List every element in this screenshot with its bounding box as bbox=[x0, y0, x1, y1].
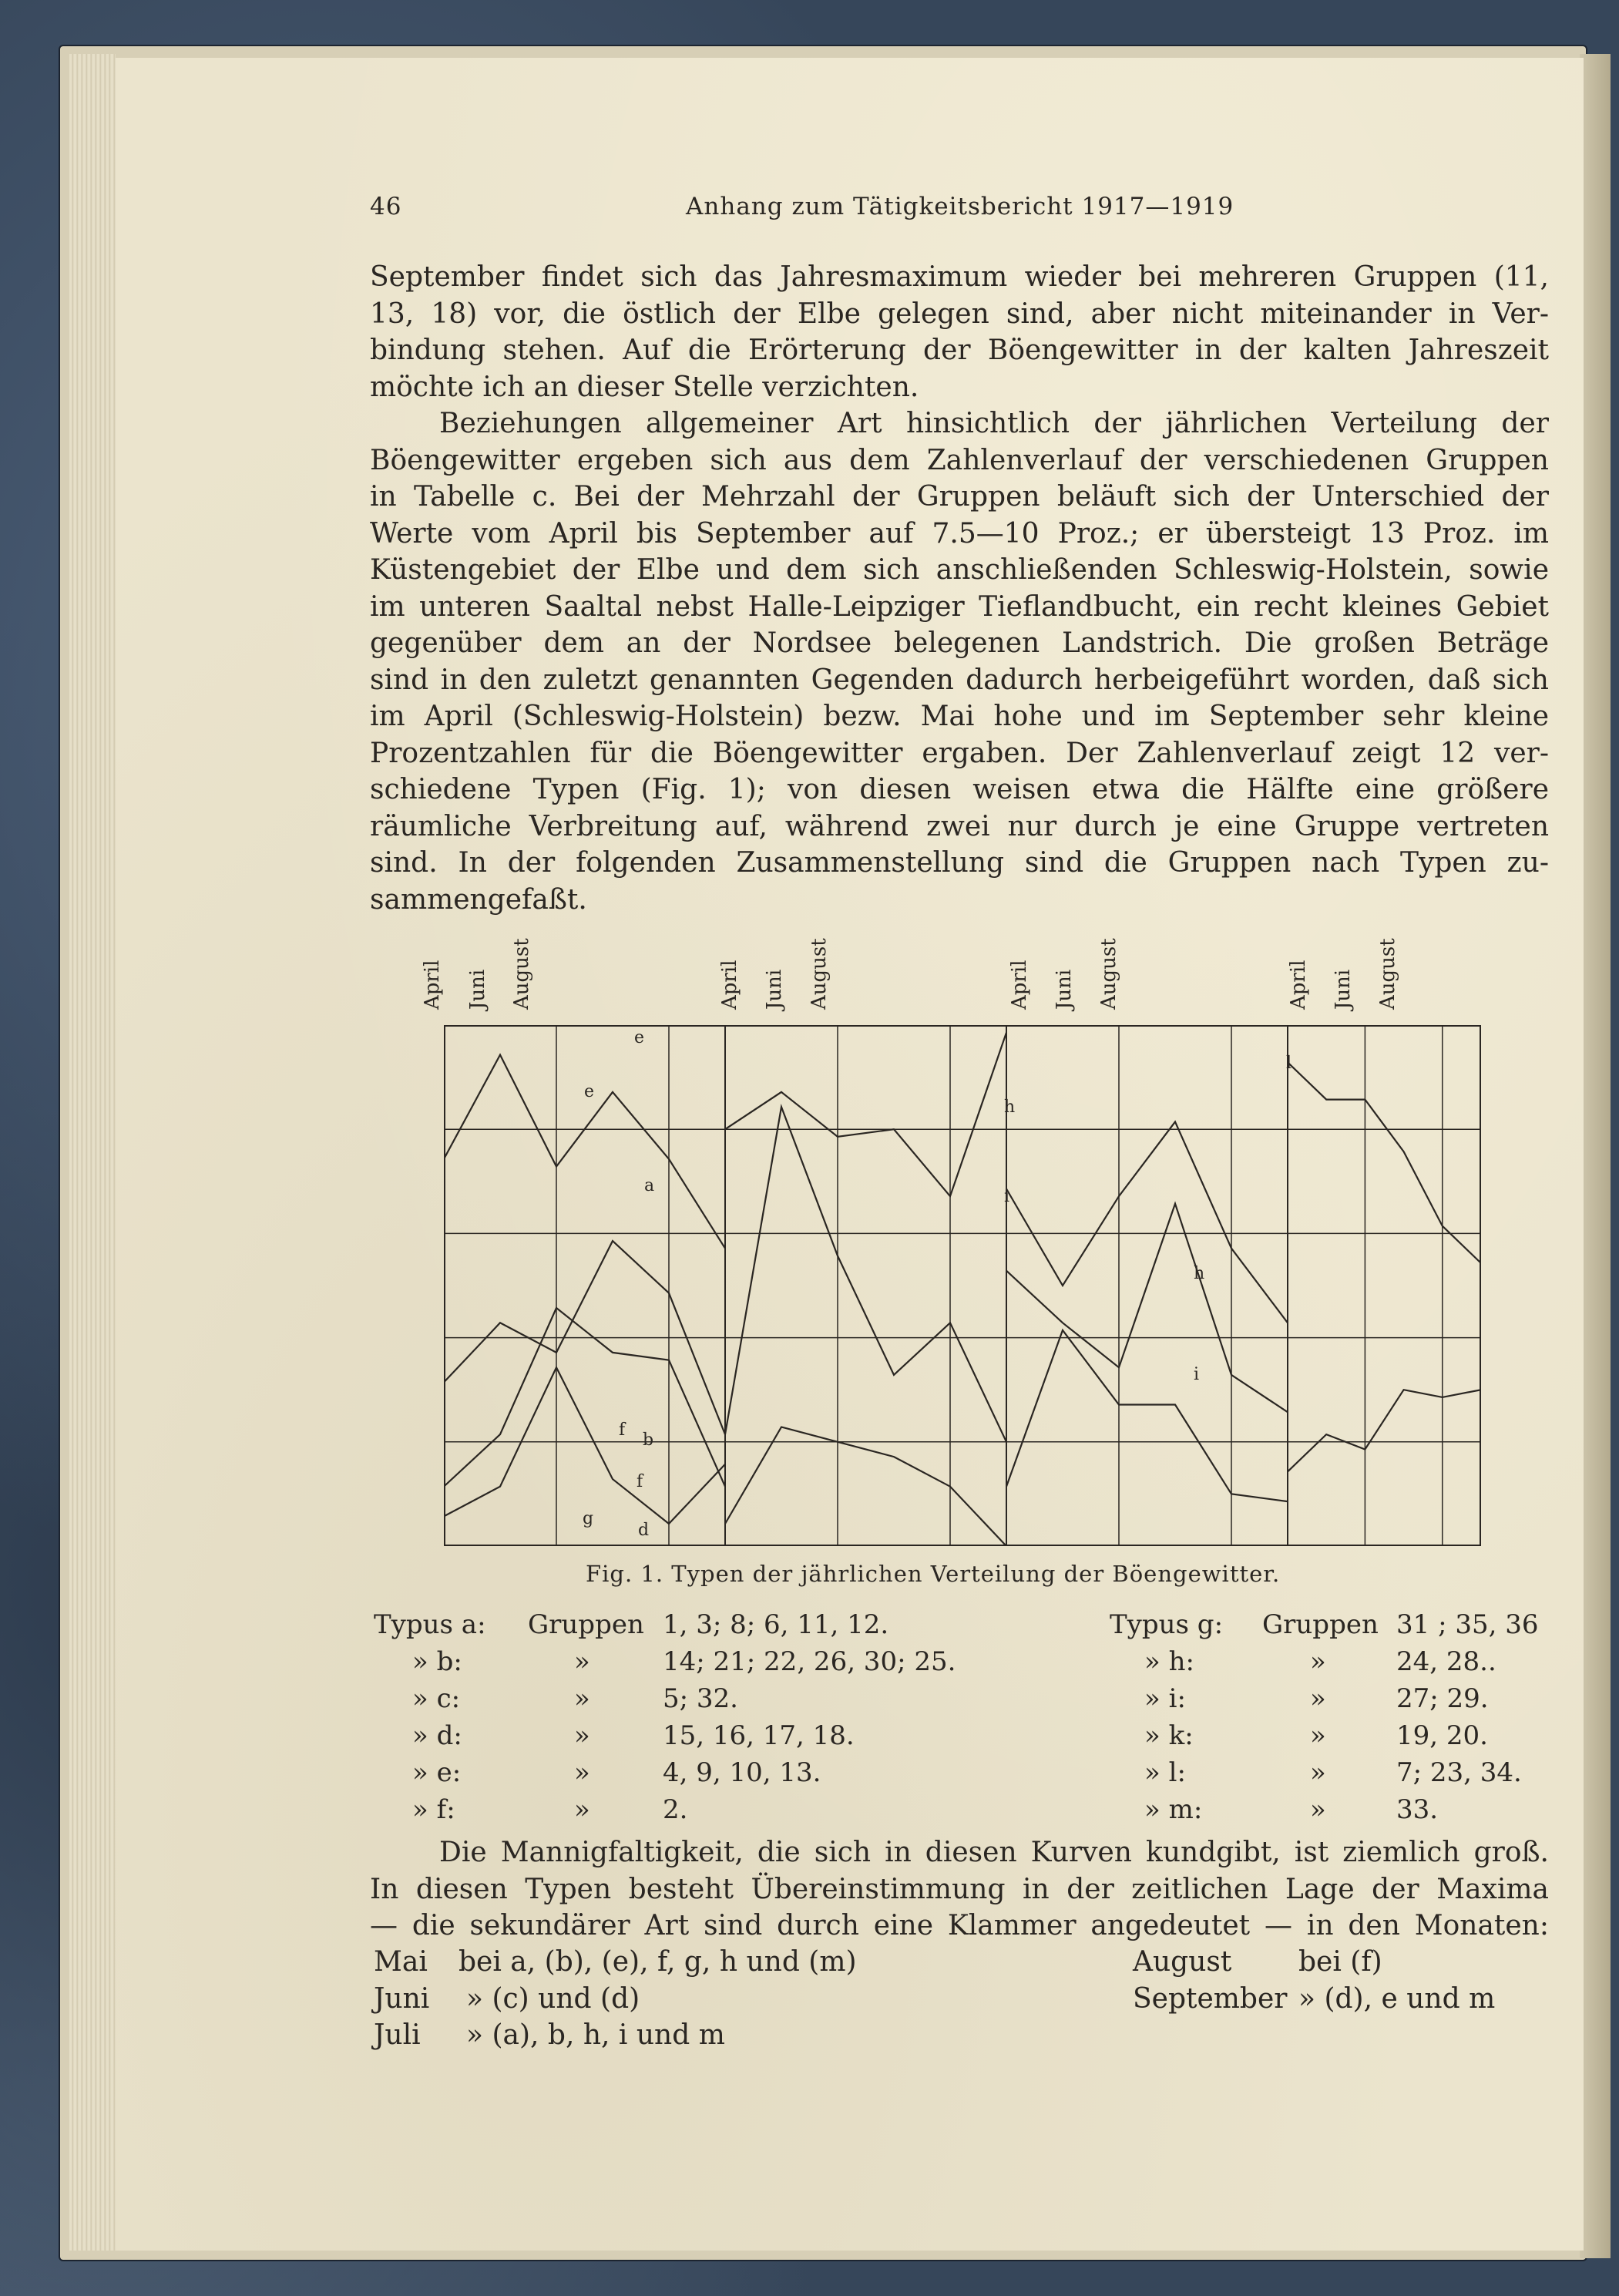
group-mark: » bbox=[574, 1646, 590, 1677]
month-row bbox=[1133, 1983, 1564, 2020]
month-name: Juli bbox=[374, 2019, 421, 2051]
group-label: Typus g: bbox=[1110, 1609, 1224, 1640]
month-label: Juni bbox=[763, 969, 786, 1010]
text-line: gegenüber dem an der Nordsee belegenen Landstrich. Die großen Beträge bbox=[370, 627, 1549, 659]
text-line: bindung stehen. Auf die Erörterung der Böengewitter in der kalten Jahreszeit bbox=[370, 334, 1549, 366]
text-line: 13, 18) vor, die östlich der Elbe gelegen sind, aber nicht miteinander in Ver- bbox=[370, 298, 1549, 330]
group-row bbox=[1110, 1794, 1557, 1831]
text-line: sammengefaßt. bbox=[370, 883, 587, 916]
figure-month-labels bbox=[416, 925, 1518, 1017]
paragraph-3 bbox=[370, 1834, 1549, 1945]
text-line: Küstengebiet der Elbe und dem sich anschließenden Schleswig-Holstein, sowie bbox=[370, 554, 1549, 586]
page-header bbox=[370, 193, 1557, 231]
group-row bbox=[374, 1794, 1036, 1831]
page-number: 46 bbox=[370, 193, 402, 220]
month-name: August bbox=[1133, 1946, 1232, 1978]
month-label: August bbox=[1097, 938, 1120, 1010]
group-values: 14; 21; 22, 26, 30; 25. bbox=[663, 1646, 956, 1677]
curve-label: f bbox=[637, 1472, 643, 1491]
text-line: Werte vom April bis September auf 7.5—10 Proz.; er übersteigt 13 Proz. im bbox=[370, 517, 1549, 550]
curve-label: b bbox=[643, 1430, 654, 1450]
curve-label: e bbox=[634, 1028, 645, 1047]
text-line: Böengewitter ergeben sich aus dem Zahlenverlauf der verschiedenen Gruppen bbox=[370, 444, 1549, 476]
paragraph-2 bbox=[370, 405, 1549, 918]
series-line-m bbox=[1288, 1390, 1481, 1471]
month-label: April bbox=[1008, 960, 1031, 1010]
group-label: » d: bbox=[412, 1720, 462, 1751]
text-line: September findet sich das Jahresmaximum wieder bei mehreren Gruppen (11, bbox=[370, 261, 1549, 293]
month-row bbox=[374, 1946, 913, 1983]
figure-caption: Fig. 1. Typen der jährlichen Verteilung der Böengewitter. bbox=[586, 1561, 1281, 1587]
chart-frame bbox=[445, 1026, 1480, 1545]
group-mark: » bbox=[1310, 1683, 1326, 1714]
paragraph-1 bbox=[370, 259, 1549, 405]
curve-label: h bbox=[1004, 1098, 1016, 1117]
curve-label: l bbox=[1286, 1054, 1292, 1073]
group-values: 24, 28.. bbox=[1396, 1646, 1496, 1677]
group-label: » e: bbox=[412, 1757, 462, 1788]
group-mark: » bbox=[574, 1720, 590, 1751]
group-mark: » bbox=[1310, 1757, 1326, 1788]
month-types: » (c) und (d) bbox=[466, 1982, 640, 2015]
group-mark: » bbox=[574, 1794, 590, 1825]
curve-label: d bbox=[638, 1521, 650, 1540]
text-line: räumliche Verbreitung auf, während zwei nur durch je eine Gruppe vertreten bbox=[370, 810, 1549, 842]
groups-left-column bbox=[374, 1609, 1036, 1831]
series-line-k bbox=[1006, 1330, 1288, 1501]
running-head: Anhang zum Tätigkeitsbericht 1917—1919 bbox=[686, 193, 1234, 220]
text-line: sind in den zuletzt genannten Gegenden dadurch herbeigeführt worden, daß sich bbox=[370, 664, 1549, 696]
month-row bbox=[374, 1983, 913, 2020]
group-label: » i: bbox=[1144, 1683, 1186, 1714]
text-line: In diesen Typen besteht Übereinstimmung in der zeitlichen Lage der Maxima bbox=[370, 1873, 1549, 1905]
group-row bbox=[374, 1609, 1036, 1646]
group-label: » f: bbox=[412, 1794, 455, 1825]
group-row bbox=[1110, 1720, 1557, 1757]
month-row bbox=[1133, 1946, 1564, 1983]
month-label: August bbox=[808, 938, 831, 1010]
text-line: sind. In der folgenden Zusammenstellung sind die Gruppen nach Typen zu- bbox=[370, 847, 1549, 879]
group-values: 33. bbox=[1396, 1794, 1439, 1825]
month-label: August bbox=[1376, 938, 1399, 1010]
curve-label: f bbox=[619, 1420, 626, 1440]
text-line: in Tabelle c. Bei der Mehrzahl der Gruppen beläuft sich der Unterschied der bbox=[370, 481, 1549, 513]
month-types: bei (f) bbox=[1298, 1946, 1382, 1978]
text-line: Beziehungen allgemeiner Art hinsichtlich der jährlichen Verteilung der bbox=[439, 408, 1549, 439]
text-line: Prozentzahlen für die Böengewitter ergaben. Der Zahlenverlauf zeigt 12 ver- bbox=[370, 737, 1549, 769]
text-line: im April (Schleswig-Holstein) bezw. Mai hohe und im September sehr kleine bbox=[370, 701, 1549, 732]
group-mark: » bbox=[1310, 1720, 1326, 1751]
group-values: 27; 29. bbox=[1396, 1683, 1489, 1714]
month-label: April bbox=[1287, 960, 1310, 1010]
group-values: 31 ; 35, 36 bbox=[1396, 1609, 1539, 1640]
group-mark: Gruppen bbox=[1262, 1609, 1379, 1640]
month-label: April bbox=[421, 960, 444, 1010]
series-line-g bbox=[725, 1427, 1006, 1547]
group-mark: Gruppen bbox=[528, 1609, 644, 1640]
page-right-edge bbox=[1580, 54, 1611, 2258]
group-values: 5; 32. bbox=[663, 1683, 738, 1714]
curve-label: e bbox=[584, 1082, 595, 1101]
group-values: 19, 20. bbox=[1396, 1720, 1488, 1751]
group-values: 2. bbox=[663, 1794, 688, 1825]
group-mark: » bbox=[1310, 1794, 1326, 1825]
group-label: Typus a: bbox=[374, 1609, 486, 1640]
group-row bbox=[374, 1720, 1036, 1757]
month-label: Juni bbox=[1053, 969, 1076, 1010]
group-label: » b: bbox=[412, 1646, 462, 1677]
series-line-d bbox=[444, 1308, 725, 1487]
group-values: 15, 16, 17, 18. bbox=[663, 1720, 855, 1751]
group-label: » m: bbox=[1144, 1794, 1203, 1825]
group-mark: » bbox=[574, 1683, 590, 1714]
group-label: » c: bbox=[412, 1683, 461, 1714]
month-label: August bbox=[510, 938, 533, 1010]
month-name: Mai bbox=[374, 1946, 428, 1978]
text-line: möchte ich an dieser Stelle verzichten. bbox=[370, 371, 919, 403]
group-values: 4, 9, 10, 13. bbox=[663, 1757, 821, 1788]
group-values: 7; 23, 34. bbox=[1396, 1757, 1522, 1788]
group-row bbox=[374, 1757, 1036, 1794]
curve-label: a bbox=[644, 1176, 655, 1195]
group-row bbox=[1110, 1646, 1557, 1683]
text-line: schiedene Typen (Fig. 1); von diesen weisen etwa die Hälfte eine größere bbox=[370, 774, 1549, 805]
group-values: 1, 3; 8; 6, 11, 12. bbox=[663, 1609, 889, 1640]
months-list-right bbox=[1133, 1946, 1564, 2019]
group-label: » l: bbox=[1144, 1757, 1186, 1788]
series-line-h bbox=[1006, 1122, 1288, 1323]
curve-label: h bbox=[1194, 1264, 1205, 1283]
month-name: September bbox=[1133, 1982, 1288, 2015]
series-line-i bbox=[1006, 1204, 1288, 1412]
group-row bbox=[1110, 1757, 1557, 1794]
group-label: » k: bbox=[1144, 1720, 1194, 1751]
curve-label: i bbox=[1004, 1187, 1010, 1206]
curve-label: g bbox=[583, 1509, 594, 1528]
month-label: April bbox=[718, 960, 741, 1010]
group-row bbox=[1110, 1683, 1557, 1720]
month-types: bei a, (b), (e), f, g, h und (m) bbox=[458, 1946, 857, 1978]
curve-label: i bbox=[1194, 1365, 1200, 1384]
text-line: Die Mannigfaltigkeit, die sich in diesen Kurven kundgibt, ist ziemlich groß. bbox=[439, 1837, 1549, 1868]
text-line: im unteren Saaltal nebst Halle-Leipziger Tieflandbucht, ein recht kleines Gebiet bbox=[370, 590, 1549, 623]
month-row bbox=[374, 2019, 913, 2056]
month-label: Juni bbox=[466, 969, 489, 1010]
figure-1 bbox=[444, 1025, 1481, 1546]
months-list-left bbox=[374, 1946, 913, 2056]
month-name: Juni bbox=[374, 1982, 430, 2015]
group-mark: » bbox=[574, 1757, 590, 1788]
month-types: » (a), b, h, i und m bbox=[466, 2019, 725, 2051]
series-line-e bbox=[725, 1033, 1006, 1196]
month-types: » (d), e und m bbox=[1298, 1982, 1496, 2015]
page-gutter-edges bbox=[69, 54, 116, 2251]
line-chart bbox=[444, 1025, 1481, 1546]
month-label: Juni bbox=[1332, 969, 1355, 1010]
group-row bbox=[374, 1646, 1036, 1683]
group-label: » h: bbox=[1144, 1646, 1194, 1677]
group-row bbox=[1110, 1609, 1557, 1646]
group-mark: » bbox=[1310, 1646, 1326, 1677]
text-line: — die sekundärer Art sind durch eine Klammer angedeutet — in den Monaten: bbox=[370, 1910, 1549, 1941]
groups-right-column bbox=[1110, 1609, 1557, 1831]
group-row bbox=[374, 1683, 1036, 1720]
